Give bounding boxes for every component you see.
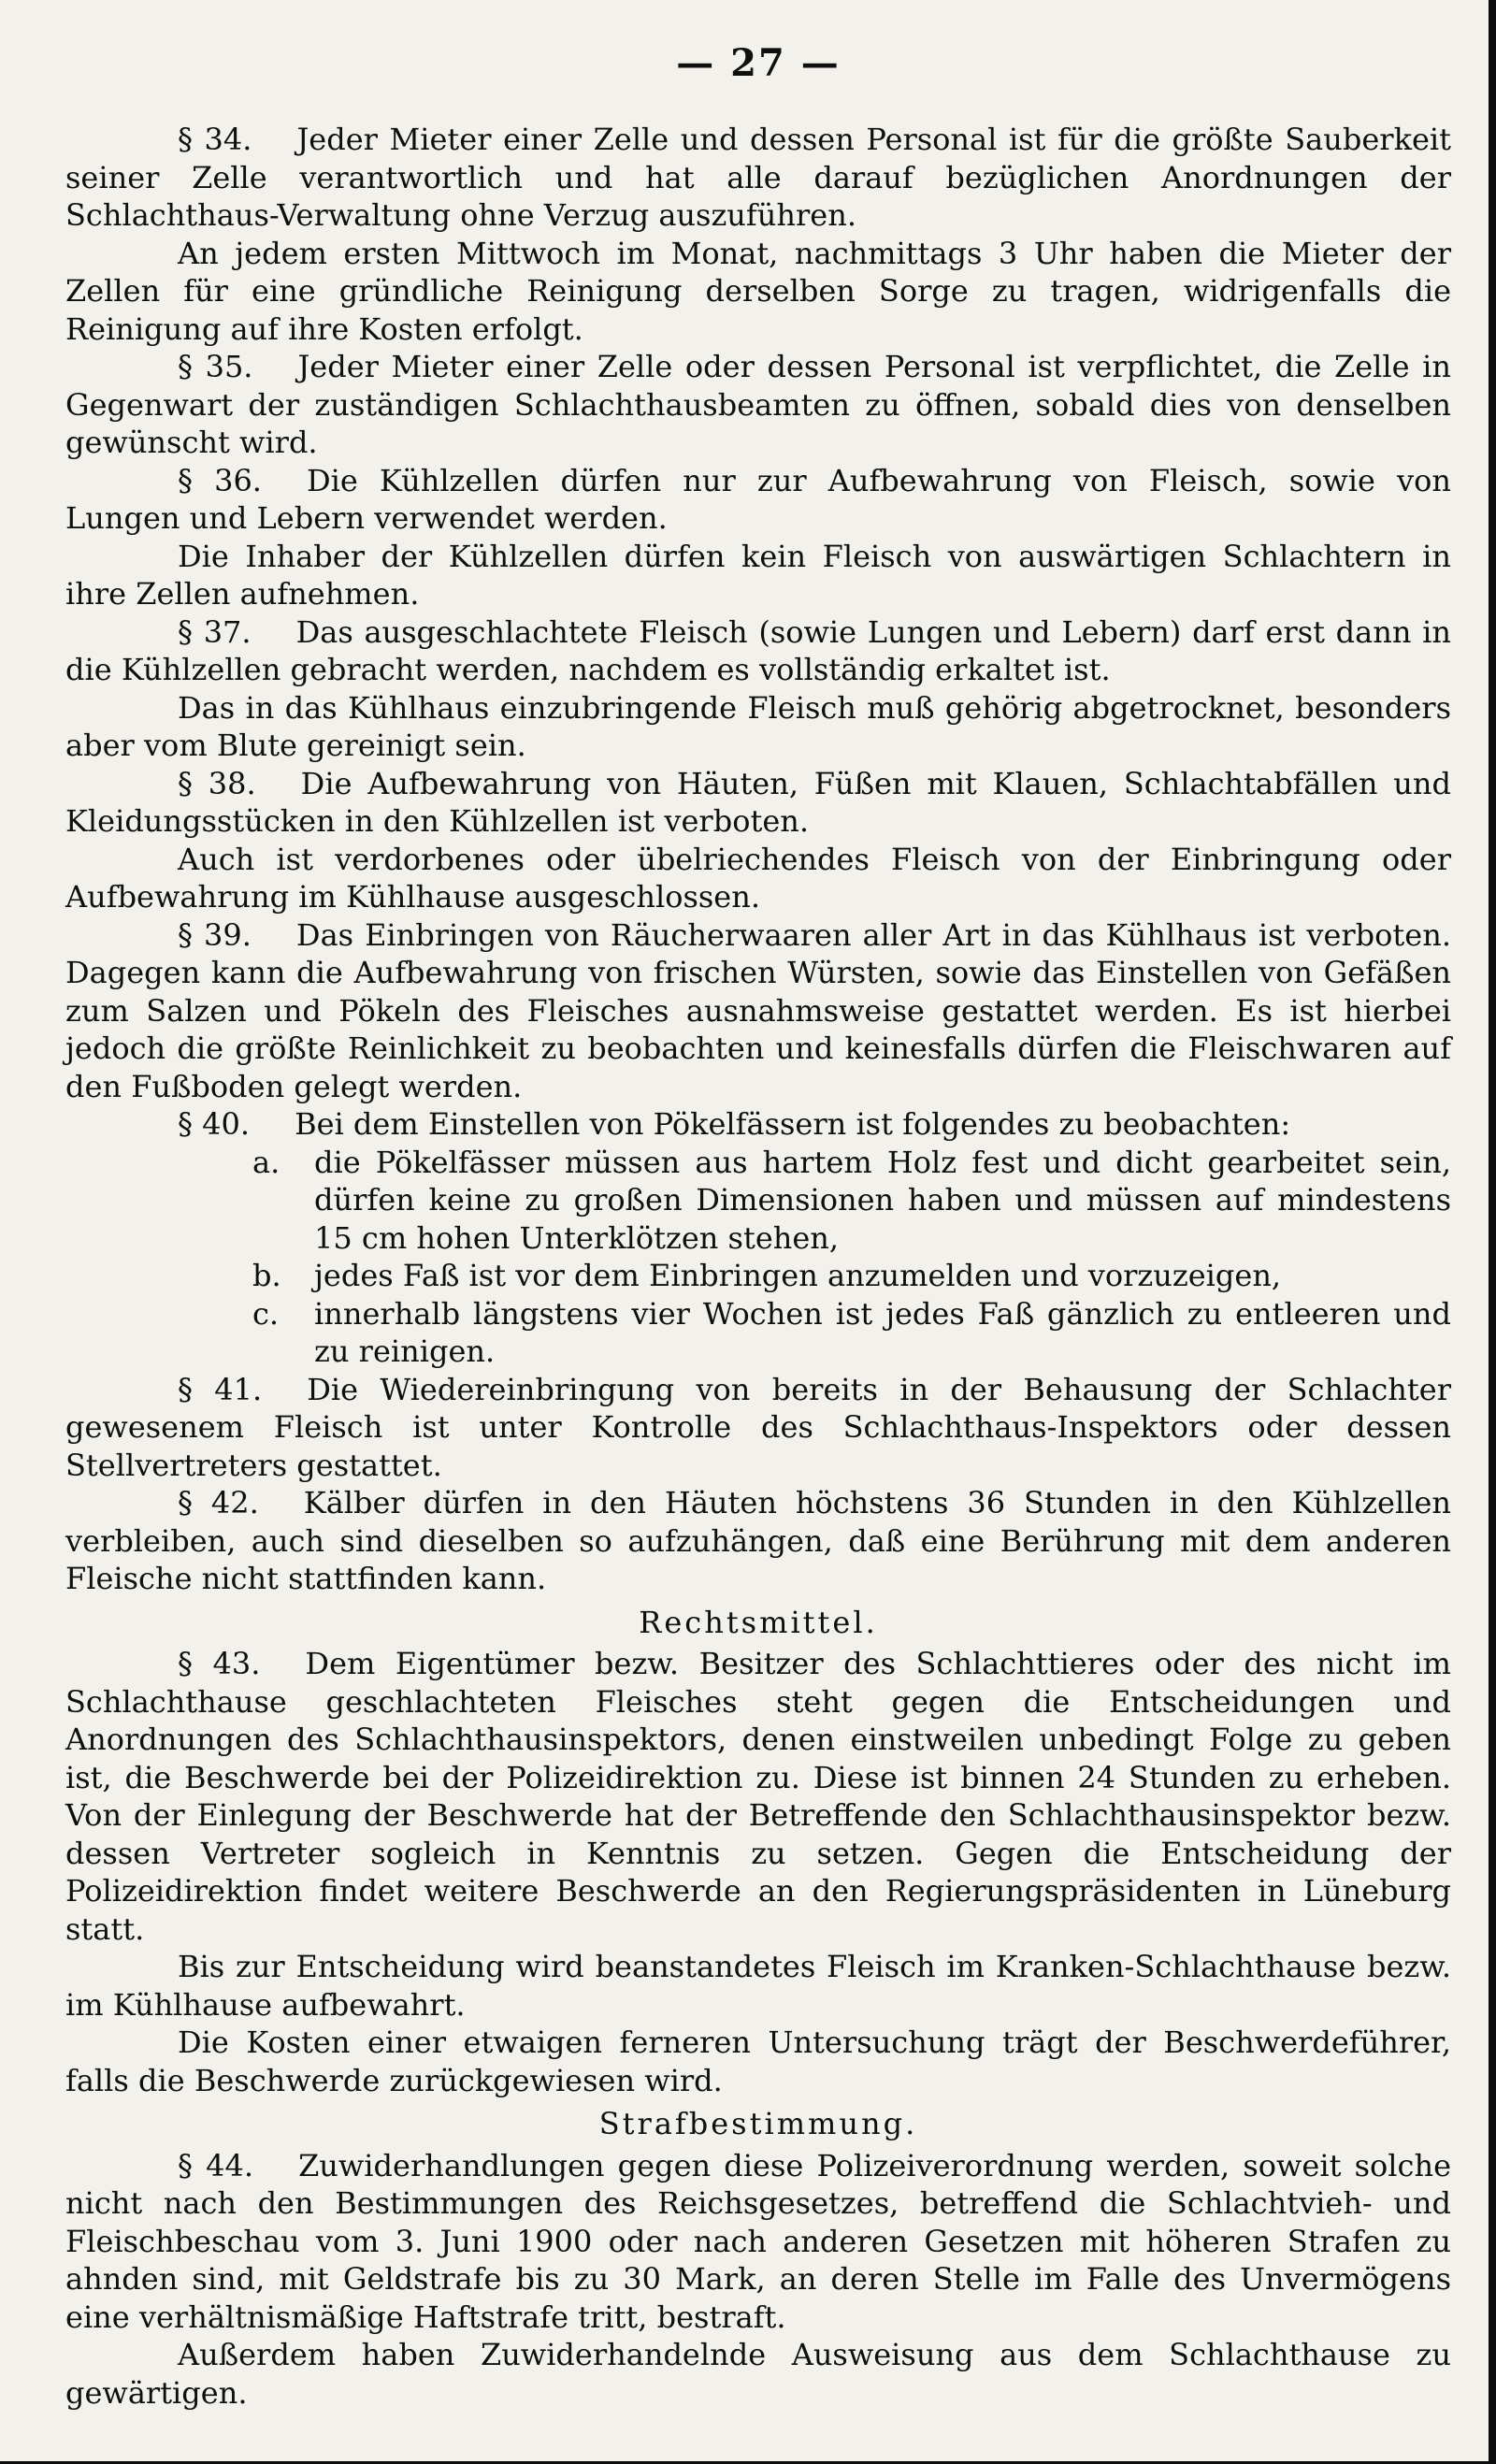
paragraph-text: Die Kühlzellen dürfen nur zur Aufbewahrung von Fleisch, sowie von Lungen und Lebern verwendet werden. <box>65 462 1452 536</box>
paragraph-text: Bis zur Entscheidung wird beanstandetes Fleisch im Kranken-Schlachthause bezw. im Kühlhause aufbewahrt. <box>65 1949 1451 2023</box>
list-item <box>65 1295 1451 1371</box>
list-item <box>65 1144 1451 1258</box>
paragraph <box>65 2024 1451 2099</box>
paragraph <box>65 1484 1451 1598</box>
paragraph-text: Kälber dürfen in den Häuten höchstens 36 Stunden in den Kühlzellen verbleiben, auch sind dieselben so aufzuhängen, daß eine Berührung mit dem anderen Fleische nicht stattfinden kann. <box>65 1485 1452 1596</box>
section-number: § 36. <box>178 462 262 498</box>
paragraph-text: Das in das Kühlhaus einzubringende Fleisch muß gehörig abgetrocknet, besonders aber vom Blute gereinigt sein. <box>65 689 1451 763</box>
paragraph-text: Auch ist verdorbenes oder übelriechendes Fleisch von der Einbringung oder Aufbewahrung im Kühlhause ausgeschlossen. <box>65 841 1451 915</box>
section-number: § 37. <box>178 613 252 650</box>
paragraph <box>65 348 1451 462</box>
section-number: § 34. <box>178 122 252 157</box>
paragraph <box>65 916 1451 1106</box>
paragraph-text: Dem Eigentümer bezw. Besitzer des Schlachttieres oder des nicht im Schlachthause geschlachteten Fleisches steht gegen die Entscheidungen und Anordnungen des Schlachthausinspektors, denen einstweilen unbedingt Folge zu geben ist, die Beschwerde bei der Polizeidirektion zu. Diese ist binnen 24 Stunden zu erheben. Von der Einlegung der Beschwerde hat der Betreffende den Schlachthausinspektor bezw. dessen Vertreter sogleich in Kenntnis zu setzen. Gegen die Entscheidung der Polizeidirektion findet weitere Beschwerde an den Regierungspräsidenten in Lüneburg statt. <box>65 1646 1452 1947</box>
list-item-letter: b. <box>252 1258 281 1293</box>
list-item-text: die Pökelfässer müssen aus hartem Holz fest und dicht gearbeitet sein, dürfen keine zu großen Dimensionen haben und müssen auf mindestens 15 cm hohen Unterklötzen stehen, <box>314 1144 1451 1256</box>
paragraph <box>65 841 1451 916</box>
list-item-letter: a. <box>252 1144 280 1180</box>
paragraph <box>65 1371 1451 1485</box>
paragraph-text: Die Wiedereinbringung von bereits in der Behausung der Schlachter gewesenem Fleisch ist unter Kontrolle des Schlachthaus-Inspektors oder dessen Stellvertreters gestattet. <box>65 1371 1452 1483</box>
section-number: § 35. <box>178 349 253 384</box>
paragraph <box>65 462 1451 538</box>
paragraph-text: Jeder Mieter einer Zelle oder dessen Personal ist verpflichtet, die Zelle in Gegenwart der zuständigen Schlachthausbeamten zu öffnen, sobald dies von denselben gewünscht wird. <box>65 349 1451 460</box>
paragraph-group-41-42 <box>65 1371 1451 1598</box>
paragraph-group-34-40 <box>65 121 1451 1144</box>
list-item <box>65 1257 1451 1295</box>
paragraph-group-43 <box>65 1645 1451 2099</box>
paragraph <box>65 121 1451 235</box>
paragraph-text: Das Einbringen von Räucherwaaren aller Art in das Kühlhaus ist verboten. Dagegen kann die Aufbewahrung von frischen Würsten, sowie das Einstellen von Gefäßen zum Salzen und Pökeln des Fleisches ausnahmsweise gestattet werden. Es ist hierbei jedoch die größte Reinlichkeit zu beobachten und keinesfalls dürfen die Fleischwaren auf den Fußboden gelegt werden. <box>65 916 1452 1104</box>
paragraph <box>65 765 1451 841</box>
section-number: § 42. <box>178 1485 259 1520</box>
paragraph-text: Das ausgeschlachtete Fleisch (sowie Lungen und Lebern) darf erst dann in die Kühlzellen gebracht werden, nachdem es vollständig erkaltet ist. <box>65 613 1452 687</box>
section-number: § 41. <box>178 1371 263 1407</box>
section-number: § 39. <box>178 916 252 953</box>
list-item-text: jedes Faß ist vor dem Einbringen anzumelden und vorzuzeigen, <box>314 1258 1282 1293</box>
paragraph <box>65 538 1451 613</box>
paragraph-text: An jedem ersten Mittwoch im Monat, nachmittags 3 Uhr haben die Mieter der Zellen für eine gründliche Reinigung derselben Sorge zu tragen, widrigenfalls die Reinigung auf ihre Kosten erfolgt. <box>65 235 1451 347</box>
heading-rechtsmittel: Rechtsmittel. <box>639 1604 878 1640</box>
heading-strafbestimmung: Strafbestimmung. <box>598 2106 918 2141</box>
paragraph-text: Die Kosten einer etwaigen ferneren Untersuchung trägt der Beschwerdeführer, falls die Beschwerde zurückgewiesen wird. <box>65 2025 1451 2098</box>
paragraph-text: Die Aufbewahrung von Häuten, Füßen mit Klauen, Schlachtabfällen und Kleidungsstücken in den Kühlzellen ist verboten. <box>65 765 1452 839</box>
paragraph <box>65 1645 1451 1948</box>
paragraph <box>65 1105 1451 1144</box>
paragraph <box>65 235 1451 349</box>
paragraph-text: Außerdem haben Zuwiderhandelnde Ausweisung aus dem Schlachthause zu gewärtigen. <box>65 2337 1451 2411</box>
paragraph <box>65 689 1451 765</box>
paragraph <box>65 2336 1451 2412</box>
paragraph <box>65 2147 1451 2337</box>
paragraph <box>65 613 1451 689</box>
list-item-text: innerhalb längstens vier Wochen ist jedes Faß gänzlich zu entleeren und zu reinigen. <box>314 1295 1451 1369</box>
paragraph-text: Zuwiderhandlungen gegen diese Polizeiverordnung werden, soweit solche nicht nach den Bestimmungen des Reichsgesetzes, betreffend die Schlachtvieh- und Fleischbeschau vom 3. Juni 1900 oder nach anderen Gesetzen mit höheren Strafen zu ahnden sind, mit Geldstrafe bis zu 30 Mark, an deren Stelle im Falle des Unvermögens eine verhältnismäßige Haftstrafe tritt, bestraft. <box>65 2147 1452 2335</box>
paragraph-text: Jeder Mieter einer Zelle und dessen Personal ist für die größte Sauberkeit seiner Zelle verantwortlich und hat alle darauf bezüglichen Anordnungen der Schlachthaus-Verwaltung ohne Verzug auszuführen. <box>65 122 1452 233</box>
pickling-barrel-rules-list <box>65 1144 1451 1371</box>
section-number: § 40. <box>178 1106 251 1142</box>
section-number: § 43. <box>178 1646 261 1681</box>
section-number: § 44. <box>178 2147 254 2183</box>
page-number: — 27 — <box>676 41 841 85</box>
paragraph-text: Bei dem Einstellen von Pökelfässern ist folgendes zu beobachten: <box>295 1106 1291 1142</box>
list-item-letter: c. <box>252 1295 280 1332</box>
paragraph <box>65 1948 1451 2024</box>
document-body <box>65 121 1451 2412</box>
section-number: § 38. <box>178 765 256 801</box>
paragraph-group-44 <box>65 2147 1451 2413</box>
paragraph-text: Die Inhaber der Kühlzellen dürfen kein Fleisch von auswärtigen Schlachtern in ihre Zellen aufnehmen. <box>65 538 1451 612</box>
